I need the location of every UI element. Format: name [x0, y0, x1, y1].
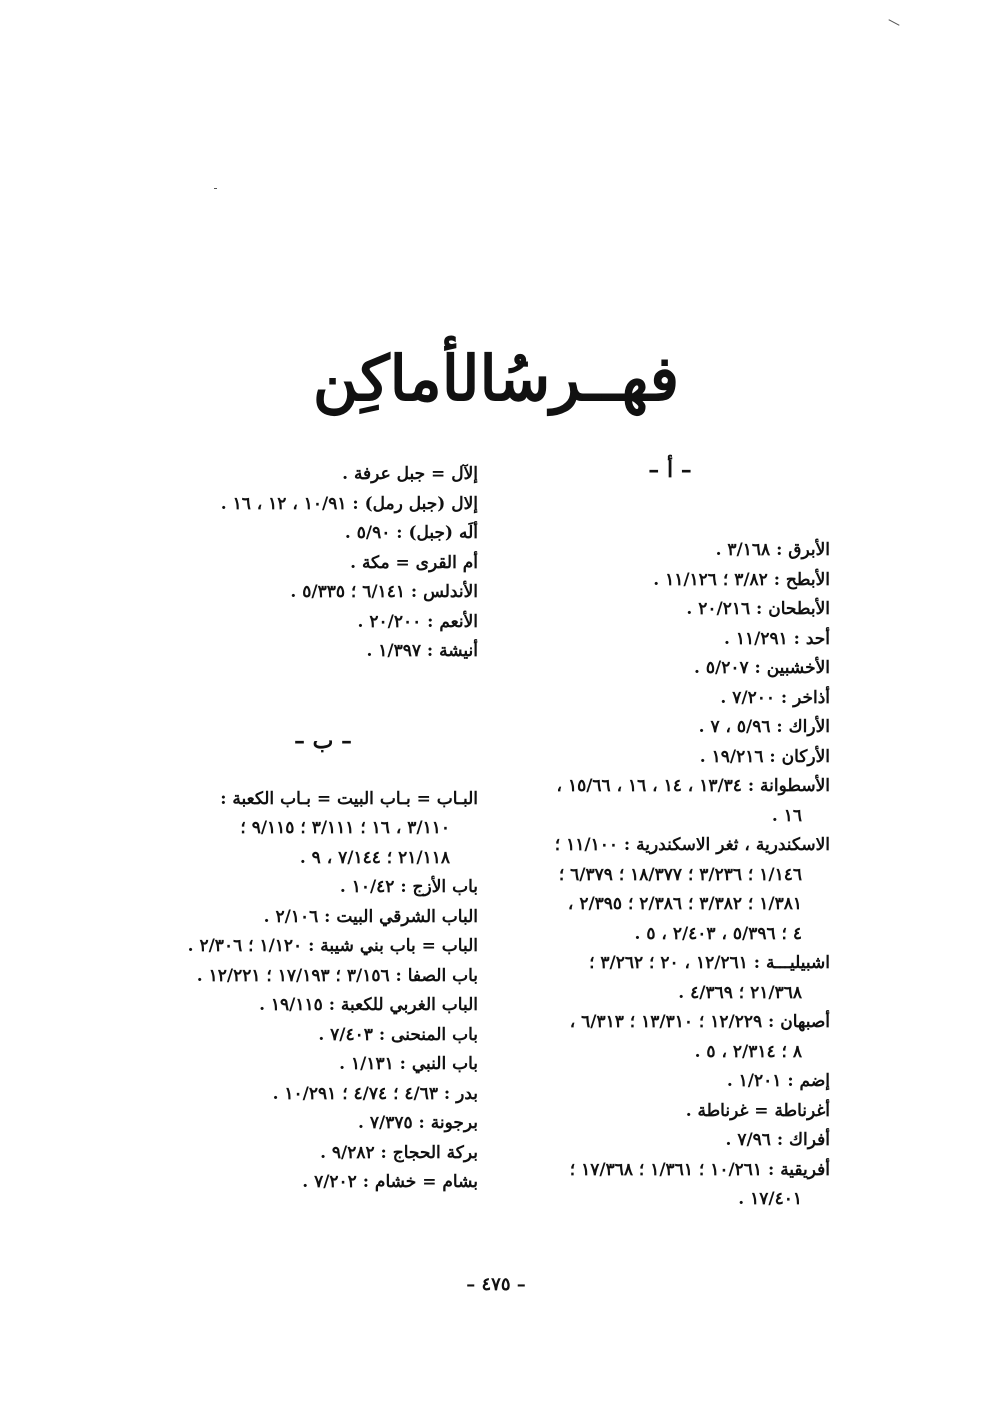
index-entry: أذاخر : ٧/٢٠٠ . — [720, 687, 830, 708]
page-title: فهــرسُالأماكِن — [312, 342, 680, 415]
index-group-alif-continued — [160, 460, 478, 667]
index-entry: إلال (جبل رمل) : ١٠/٩١ ، ١٢ ، ١٦ . — [220, 493, 478, 514]
index-entry: الأسطوانة : ١٣/٣٤ ، ١٤ ، ١٦ ، ١٥/٦٦ ، — [556, 776, 830, 796]
index-group-ba — [160, 785, 478, 1198]
index-entry-continuation: ٢١/١١٨ ؛ ٧/١٤٤ ، ٩ . — [299, 847, 450, 868]
index-entry-continuation: ١٧/٤٠١ . — [738, 1189, 802, 1209]
index-entry-continuation: ٤ ؛ ٥/٣٩٦ ، ٢/٤٠٣ ، ٥ . — [634, 923, 802, 944]
index-entry-continuation: ١٦ . — [771, 805, 802, 826]
index-entry: إضم : ١/٢٠١ . — [726, 1071, 830, 1091]
index-entry: البـاب = بـاب البيت = بـاب الكعبة : — [220, 788, 478, 809]
index-entry: باب الأزج : ١٠/٤٢ . — [339, 877, 478, 897]
index-entry: الباب الشرقي البيت : ٢/١٠٦ . — [263, 906, 478, 927]
index-entry: باب المنحنى : ٧/٤٠٣ . — [318, 1024, 478, 1045]
index-entry-continuation: ٨ ؛ ٢/٣١٤ ، ٥ . — [694, 1041, 802, 1062]
index-entry-continuation: ٣/١١٠ ، ١٦ ؛ ٣/١١١ ؛ ٩/١١٥ ؛ — [240, 818, 450, 838]
page-number: – ٤٧٥ – — [466, 1274, 526, 1295]
index-entry-continuation: ٢١/٣٦٨ ؛ ٤/٣٦٩ . — [678, 982, 802, 1003]
index-entry: بدر : ٤/٦٣ ؛ ٤/٧٤ ؛ ١٠/٢٩١ . — [272, 1083, 478, 1104]
index-entry: برجونة : ٧/٣٧٥ . — [358, 1113, 478, 1133]
index-entry: أم القرى = مكة . — [350, 552, 478, 573]
index-entry: الأخشبين : ٥/٢٠٧ . — [694, 658, 830, 678]
index-entry: بشام = خشام : ٧/٢٠٢ . — [302, 1172, 478, 1192]
index-column-alif — [508, 536, 830, 1215]
index-entry: أفريقية : ١٠/٢٦١ ؛ ١/٣٦١ ؛ ١٧/٣٦٨ ؛ — [569, 1159, 830, 1180]
index-entry: الأبطحان : ٢٠/٢١٦ . — [686, 599, 830, 619]
section-header-alif: – أ – — [648, 457, 692, 483]
index-entry: أنيشة : ١/٣٩٧ . — [366, 641, 478, 661]
index-entry: الأركان : ١٩/٢١٦ . — [699, 746, 830, 767]
index-entry: بركة الحجاج : ٩/٢٨٢ . — [320, 1142, 478, 1163]
index-entry: الباب = باب بني شيبة : ١/١٢٠ ؛ ٢/٣٠٦ . — [187, 936, 478, 956]
index-entry: أصبهان : ١٢/٢٢٩ ؛ ١٣/٣١٠ ؛ ٦/٣١٣ ، — [569, 1012, 830, 1032]
index-entry: باب النبي : ١/١٣١ . — [339, 1054, 478, 1074]
index-entry: ألَه (جبل) : ٥/٩٠ . — [344, 523, 478, 543]
index-entry: أغرناطة = غرناطة . — [685, 1100, 830, 1121]
index-entry: أفراك : ٧/٩٦ . — [725, 1130, 830, 1150]
section-header-ba: – ب – — [293, 728, 353, 754]
index-entry: الباب الغربي للكعبة : ١٩/١١٥ . — [259, 995, 478, 1015]
index-entry: الأبرق : ٣/١٦٨ . — [715, 540, 830, 560]
index-entry: الأنعم : ٢٠/٢٠٠ . — [357, 611, 478, 632]
index-entry: باب الصفا : ٣/١٥٦ ؛ ١٧/١٩٣ ؛ ١٢/٢٢١ . — [196, 965, 478, 986]
index-entry: الاسكندرية ، ثغر الاسكندرية : ١١/١٠٠ ؛ — [554, 835, 830, 855]
index-column-left — [160, 460, 478, 1198]
index-entry: اشبيليـــة : ١٢/٢٦١ ، ٢٠ ؛ ٣/٢٦٢ ؛ — [589, 953, 830, 973]
index-entry-continuation: ١/١٤٦ ؛ ٣/٢٣٦ ؛ ١٨/٣٧٧ ؛ ٦/٣٧٩ ؛ — [558, 864, 802, 885]
index-entry: إلآل = جبل عرفة . — [342, 464, 478, 484]
index-entry: أحد : ١١/٢٩١ . — [724, 628, 830, 649]
index-entry-continuation: ١/٣٨١ ؛ ٣/٣٨٢ ؛ ٢/٣٨٦ ؛ ٢/٣٩٥ ، — [567, 894, 802, 914]
scan-mark — [214, 188, 217, 189]
index-entry: الأراك : ٥/٩٦ ، ٧ . — [698, 717, 830, 737]
index-entry: الأندلس : ٦/١٤١ ؛ ٥/٣٣٥ . — [290, 582, 478, 602]
index-entry: الأبطح : ٣/٨٢ ؛ ١١/١٢٦ . — [653, 569, 830, 590]
scan-mark — [888, 19, 899, 26]
